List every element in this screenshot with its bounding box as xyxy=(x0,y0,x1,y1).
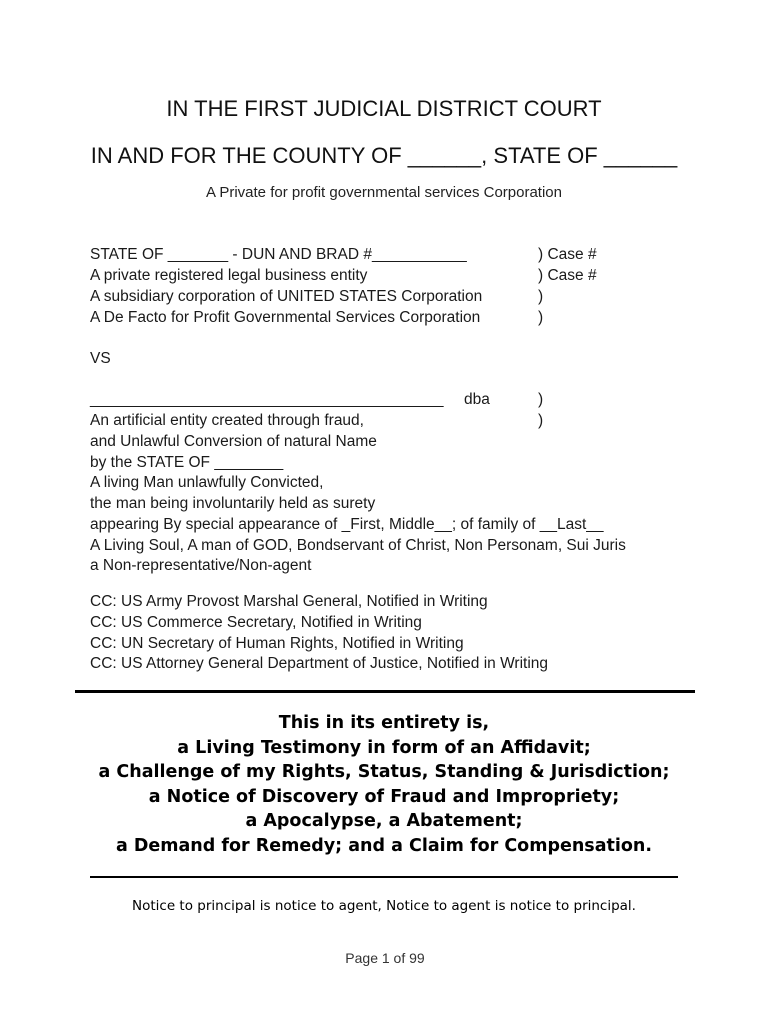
dba-label: dba xyxy=(464,391,490,408)
cc-item: CC: US Attorney General Department of Justice, Notified in Writing xyxy=(90,655,549,672)
plaintiff-line: STATE OF _______ - DUN AND BRAD #___________ xyxy=(90,246,467,263)
notice-text: Notice to principal is notice to agent, Notice to agent is notice to principal. xyxy=(132,898,636,914)
case-paren: ) xyxy=(538,309,544,326)
court-title-line2: IN AND FOR THE COUNTY OF ______, STATE OF ______ xyxy=(90,143,678,168)
versus-label: VS xyxy=(90,350,111,367)
defendant-line: A living Man unlawfully Convicted, xyxy=(90,474,324,491)
plaintiff-line: A subsidiary corporation of UNITED STATES Corporation xyxy=(90,288,483,305)
plaintiff-line: A private registered legal business entity xyxy=(90,267,368,284)
defendant-line: appearing By special appearance of _First, Middle__; of family of __Last__ xyxy=(90,516,604,533)
declaration-line: a Apocalypse, a Abatement; xyxy=(245,811,523,831)
case-number-label: ) Case # xyxy=(538,246,597,263)
declaration-line: a Living Testimony in form of an Affidavit; xyxy=(177,738,591,758)
cc-item: CC: US Army Provost Marshal General, Notified in Writing xyxy=(90,593,488,610)
cc-item: CC: US Commerce Secretary, Notified in Writing xyxy=(90,614,422,631)
defendant-line: An artificial entity created through fraud, xyxy=(90,412,364,429)
declaration-line: This in its entirety is, xyxy=(278,713,490,733)
defendant-paren: ) xyxy=(538,391,544,408)
page-number: Page 1 of 99 xyxy=(345,950,425,966)
defendant-line: A Living Soul, A man of GOD, Bondservant of Christ, Non Personam, Sui Juris xyxy=(90,537,626,554)
defendant-paren: ) xyxy=(538,412,544,429)
declaration-line: a Notice of Discovery of Fraud and Impropriety; xyxy=(148,787,620,807)
court-title-line1: IN THE FIRST JUDICIAL DISTRICT COURT xyxy=(166,96,602,121)
case-paren: ) xyxy=(538,288,544,305)
case-number-label: ) Case # xyxy=(538,267,597,284)
court-subtitle: A Private for profit governmental services Corporation xyxy=(206,184,562,201)
defendant-name-blank: _________________________________________ xyxy=(90,391,444,408)
declaration-line: a Challenge of my Rights, Status, Standing & Jurisdiction; xyxy=(98,762,670,782)
defendant-line: and Unlawful Conversion of natural Name xyxy=(90,433,377,450)
defendant-line: by the STATE OF ________ xyxy=(90,454,284,471)
defendant-line: the man being involuntarily held as surety xyxy=(90,495,376,512)
cc-item: CC: UN Secretary of Human Rights, Notified in Writing xyxy=(90,635,464,652)
defendant-line: a Non-representative/Non-agent xyxy=(90,557,312,574)
declaration-line: a Demand for Remedy; and a Claim for Compensation. xyxy=(115,836,653,856)
top-divider xyxy=(75,690,695,693)
bottom-divider xyxy=(90,876,678,878)
plaintiff-line: A De Facto for Profit Governmental Services Corporation xyxy=(90,309,481,326)
